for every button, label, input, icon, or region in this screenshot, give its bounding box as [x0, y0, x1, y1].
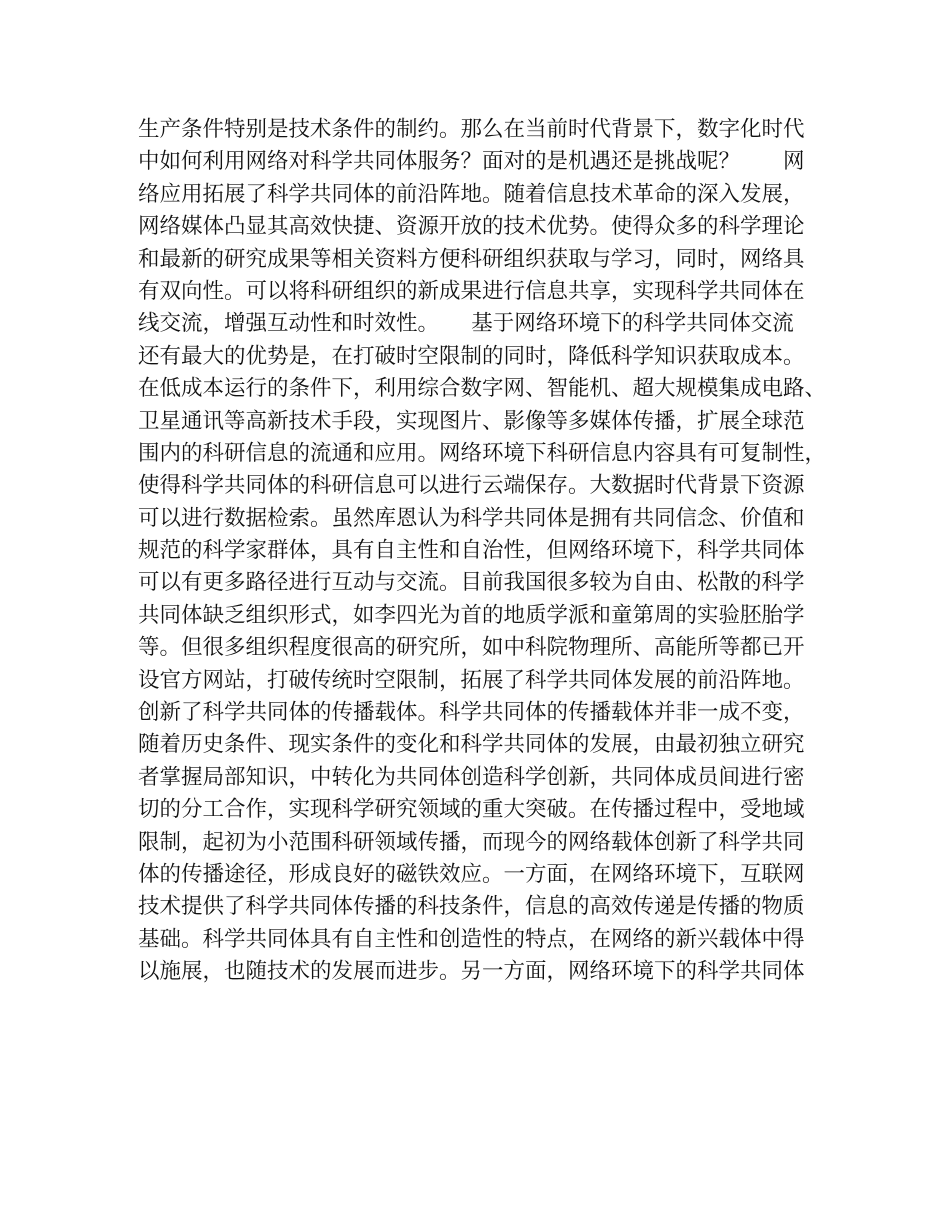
text-line-7: 线交流，增强互动性和时效性。 基于网络环境下的科学共同体交流 [138, 311, 794, 337]
text-line-24: 体的传播途径，形成良好的磁铁效应。一方面，在网络环境下，互联网 [138, 861, 805, 887]
text-line-1: 生产条件特别是技术条件的制约。那么在当前时代背景下，数字化时代 [138, 117, 805, 142]
text-line-14: 规范的科学家群体，具有自主性和自治性，但网络环境下，科学共同体 [138, 538, 805, 564]
text-line-6: 有双向性。可以将科研组织的新成果进行信息共享，实现科学共同体在 [138, 278, 805, 304]
text-line-13: 可以进行数据检索。虽然库恩认为科学共同体是拥有共同信念、价值和 [138, 505, 805, 531]
text-line-10: 卫星通讯等高新技术手段，实现图片、影像等多媒体传播，扩展全球范 [138, 408, 805, 434]
text-line-23: 限制，起初为小范围科研领域传播，而现今的网络载体创新了科学共同 [138, 829, 805, 855]
text-line-20: 随着历史条件、现实条件的变化和科学共同体的发展，由最初独立研究 [138, 732, 805, 758]
text-line-16: 共同体缺乏组织形式，如李四光为首的地质学派和童第周的实验胚胎学 [138, 602, 805, 628]
text-line-19: 创新了科学共同体的传播载体。科学共同体的传播载体并非一成不变， [138, 700, 805, 726]
text-line-15: 可以有更多路径进行互动与交流。目前我国很多较为自由、松散的科学 [138, 570, 805, 596]
text-line-2: 中如何利用网络对科学共同体服务？面对的是机遇还是挑战呢？ 网 [138, 149, 805, 175]
text-line-3: 络应用拓展了科学共同体的前沿阵地。随着信息技术革命的深入发展， [138, 181, 805, 207]
text-line-22: 切的分工合作，实现科学研究领域的重大突破。在传播过程中，受地域 [138, 797, 805, 823]
text-line-18: 设官方网站，打破传统时空限制，拓展了科学共同体发展的前沿阵地。 [138, 667, 805, 693]
body-text [138, 114, 827, 989]
text-line-5: 和最新的研究成果等相关资料方便科研组织获取与学习，同时，网络具 [138, 246, 805, 272]
text-line-27: 以施展，也随技术的发展而进步。另一方面，网络环境下的科学共同体 [138, 959, 805, 985]
text-line-11: 围内的科研信息的流通和应用。网络环境下科研信息内容具有可复制性， [138, 440, 827, 466]
text-line-4: 网络媒体凸显其高效快捷、资源开放的技术优势。使得众多的科学理论 [138, 214, 805, 240]
text-line-12: 使得科学共同体的科研信息可以进行云端保存。大数据时代背景下资源 [138, 473, 805, 499]
text-line-26: 基础。科学共同体具有自主性和创造性的特点，在网络的新兴载体中得 [138, 926, 805, 952]
text-line-9: 在低成本运行的条件下，利用综合数字网、智能机、超大规模集成电路、 [138, 376, 827, 402]
text-line-17: 等。但很多组织程度很高的研究所，如中科院物理所、高能所等都已开 [138, 635, 805, 661]
text-line-8: 还有最大的优势是，在打破时空限制的同时，降低科学知识获取成本。 [138, 343, 805, 369]
text-line-21: 者掌握局部知识，中转化为共同体创造科学创新，共同体成员间进行密 [138, 764, 805, 790]
text-line-25: 技术提供了科学共同体传播的科技条件，信息的高效传递是传播的物质 [138, 894, 805, 920]
